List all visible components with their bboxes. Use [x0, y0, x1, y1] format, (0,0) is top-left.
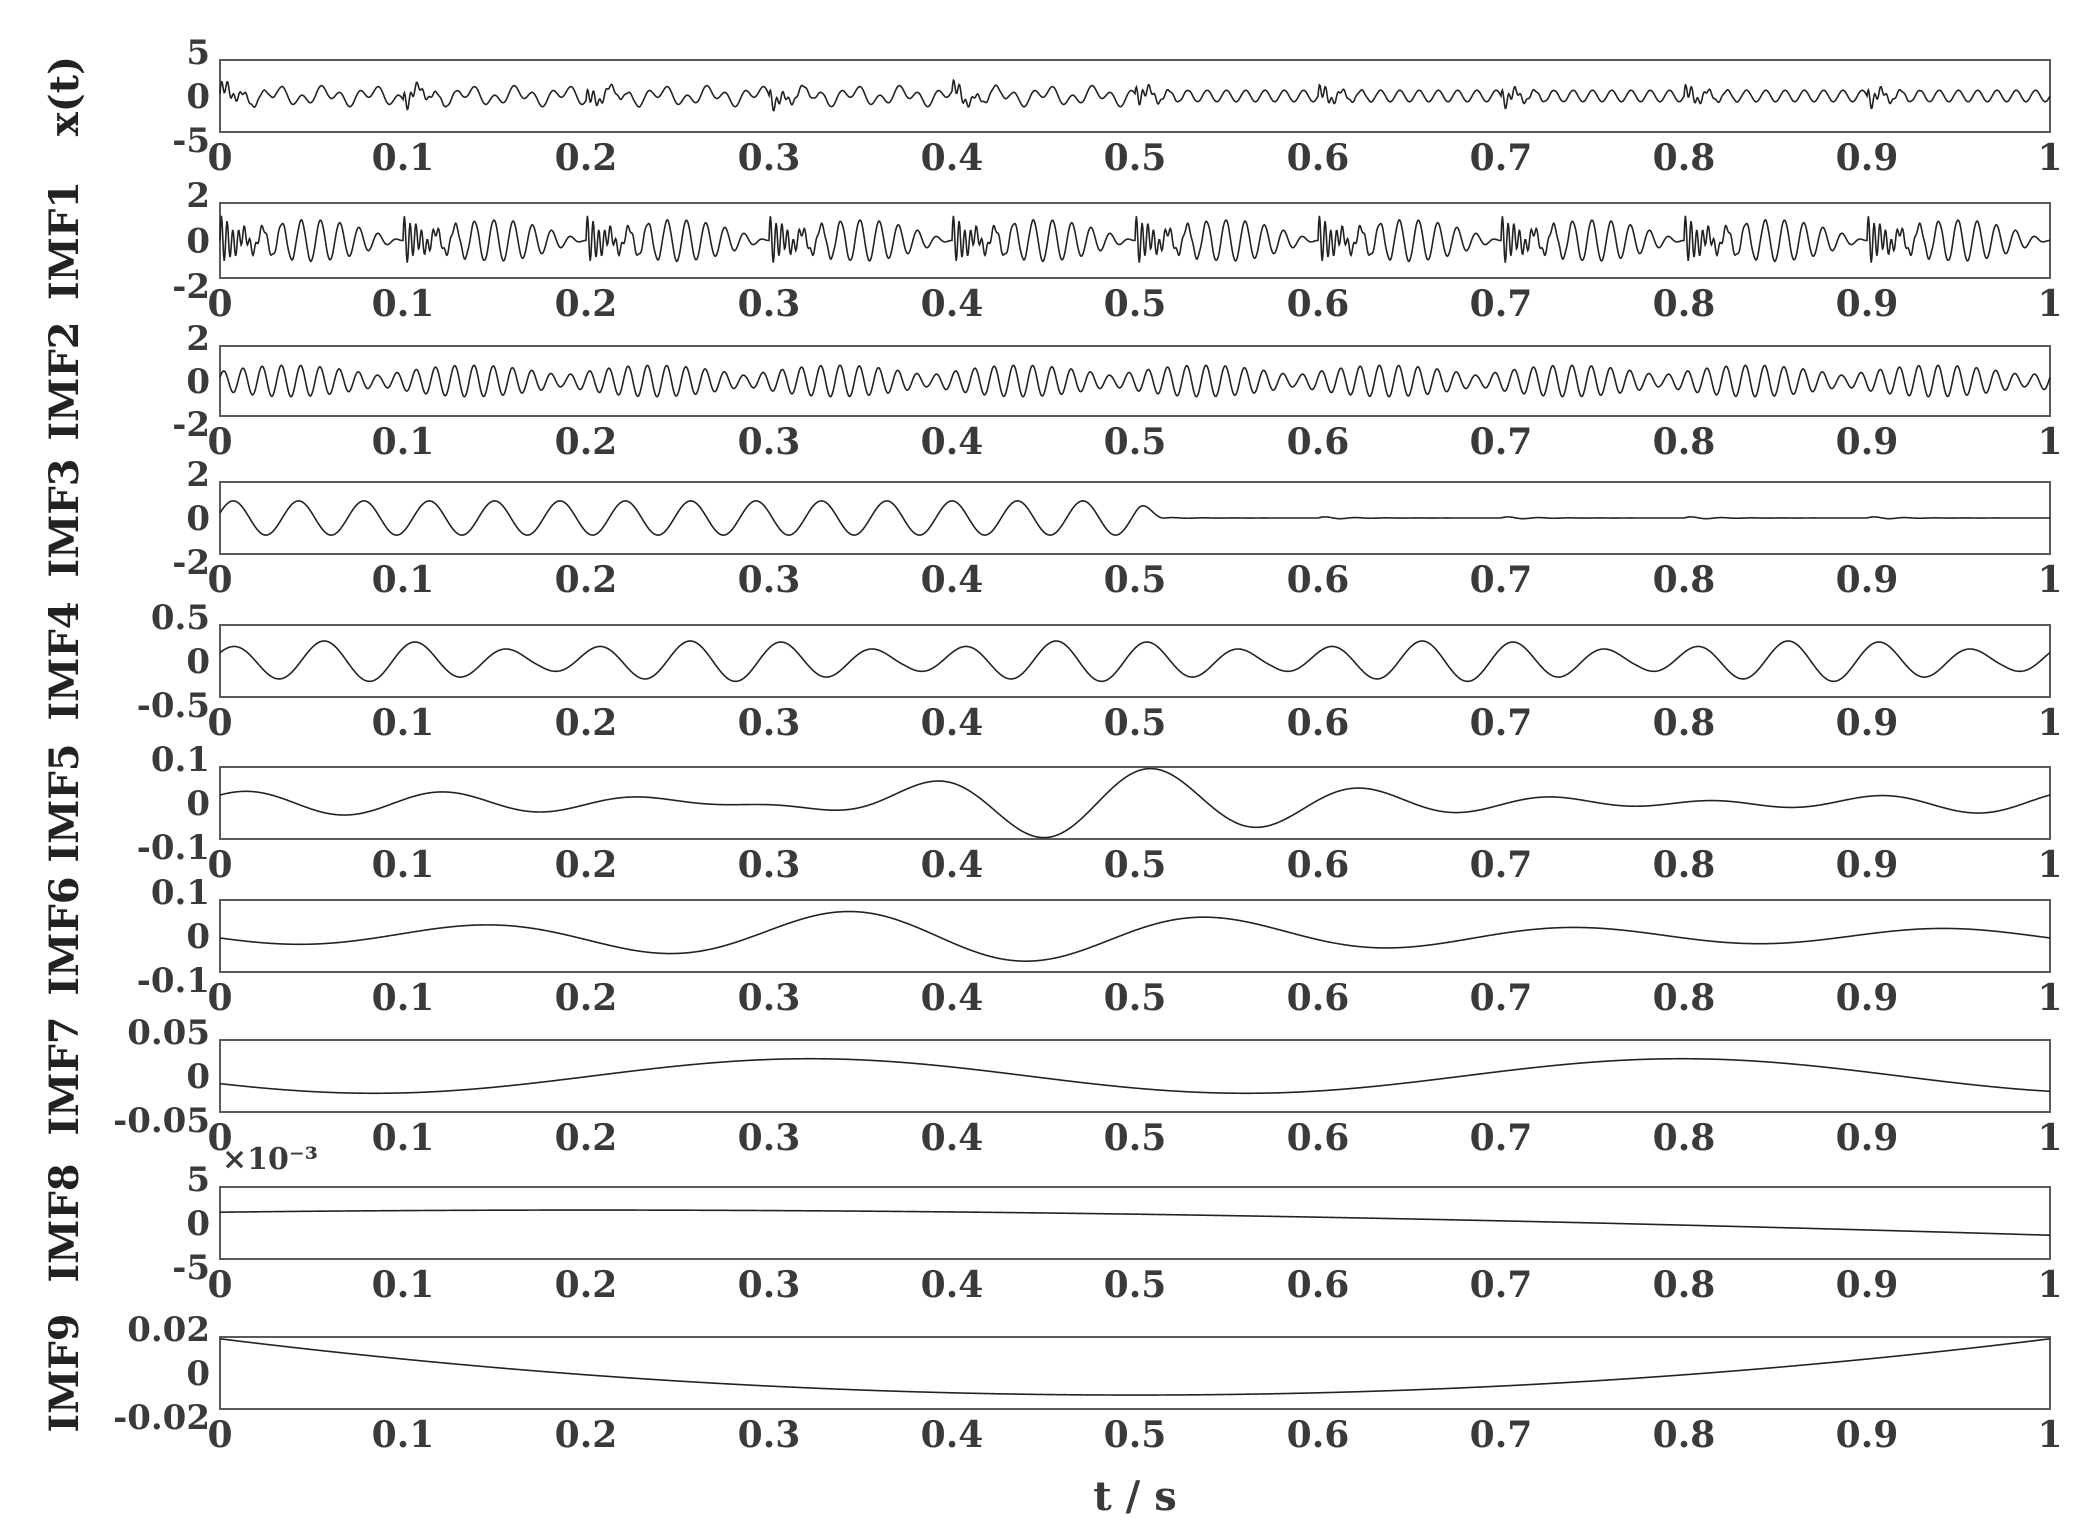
series-line: [220, 912, 2050, 962]
axes-frame: [220, 1040, 2050, 1112]
axes-frame: [220, 900, 2050, 972]
x-tick-label: 0.2: [554, 977, 618, 1019]
x-tick-label: 0.2: [554, 421, 618, 463]
x-tick-label: 0.1: [371, 137, 435, 179]
y-tick-label: 0: [186, 77, 210, 117]
x-axis-label: t / s: [1093, 1473, 1177, 1520]
series-line: [220, 216, 2050, 263]
x-tick-label: 0.6: [1286, 1117, 1350, 1159]
y-tick-label: 0.1: [150, 873, 210, 913]
y-axis-label: IMF4: [41, 601, 88, 721]
x-tick-label: 0.5: [1103, 421, 1167, 463]
panel-imf6: [41, 873, 2063, 1019]
x-tick-label: 0.5: [1103, 1264, 1167, 1306]
x-tick-label: 0.5: [1103, 702, 1167, 744]
x-tick-label: 0.9: [1835, 283, 1899, 325]
y-axis-label: IMF9: [41, 1313, 88, 1433]
x-tick-label: 1: [2037, 559, 2063, 601]
x-tick-label: 0.1: [371, 1414, 435, 1456]
x-tick-label: 0.3: [737, 844, 801, 886]
x-tick-label: 0.2: [554, 702, 618, 744]
y-tick-label: 0: [186, 784, 210, 824]
x-tick-label: 0.3: [737, 1117, 801, 1159]
series-line: [220, 501, 2050, 535]
x-tick-label: 0.4: [920, 844, 984, 886]
y-tick-label: 0.1: [150, 740, 210, 780]
x-tick-label: 0.9: [1835, 1117, 1899, 1159]
x-tick-label: 0.4: [920, 977, 984, 1019]
axes-frame: [220, 625, 2050, 697]
x-tick-label: 1: [2037, 1414, 2063, 1456]
x-tick-label: 0.8: [1652, 1264, 1716, 1306]
x-tick-label: 0.9: [1835, 977, 1899, 1019]
y-tick-label: 0: [186, 642, 210, 682]
x-tick-label: 0.2: [554, 1414, 618, 1456]
x-tick-label: 0.9: [1835, 1264, 1899, 1306]
x-tick-label: 0.9: [1835, 1414, 1899, 1456]
y-tick-label: 5: [186, 1160, 210, 1200]
series-line: [220, 1210, 2050, 1235]
y-tick-label: -2: [172, 405, 210, 445]
y-tick-label: -2: [172, 267, 210, 307]
panel-imf3: [41, 455, 2063, 601]
x-tick-label: 0.8: [1652, 1117, 1716, 1159]
x-tick-label: 0.5: [1103, 1117, 1167, 1159]
x-tick-label: 0.7: [1469, 1264, 1533, 1306]
x-tick-label: 0.4: [920, 559, 984, 601]
series-line: [220, 641, 2050, 681]
x-tick-label: 0.8: [1652, 421, 1716, 463]
y-tick-label: 2: [186, 455, 210, 495]
x-tick-label: 0.7: [1469, 844, 1533, 886]
y-tick-label: -0.02: [113, 1398, 210, 1438]
x-tick-label: 0.7: [1469, 421, 1533, 463]
x-tick-label: 0.8: [1652, 977, 1716, 1019]
x-tick-label: 0.3: [737, 559, 801, 601]
panel-imf8: [41, 1142, 2063, 1306]
y-axis-label: IMF1: [41, 180, 88, 301]
x-tick-label: 0.7: [1469, 137, 1533, 179]
panel-imf4: [41, 598, 2063, 744]
axes-frame: [220, 1337, 2050, 1409]
y-tick-label: 0: [186, 1057, 210, 1097]
series-line: [220, 80, 2050, 110]
x-tick-label: 0.9: [1835, 559, 1899, 601]
x-tick-label: 0.2: [554, 844, 618, 886]
x-tick-label: 1: [2037, 977, 2063, 1019]
y-axis-label: IMF2: [41, 321, 88, 441]
x-tick-label: 0.2: [554, 1264, 618, 1306]
x-tick-label: 1: [2037, 844, 2063, 886]
y-axis-label: IMF8: [41, 1163, 88, 1283]
y-tick-label: 0: [186, 362, 210, 402]
y-tick-label: -0.5: [136, 686, 210, 726]
y-tick-label: 0: [186, 1354, 210, 1394]
x-tick-label: 0.4: [920, 137, 984, 179]
x-tick-label: 1: [2037, 283, 2063, 325]
y-tick-label: -5: [172, 1248, 210, 1288]
x-tick-label: 0.4: [920, 1414, 984, 1456]
y-tick-label: 2: [186, 319, 210, 359]
x-tick-label: 0.4: [920, 1117, 984, 1159]
x-tick-label: 0: [207, 1117, 233, 1159]
x-tick-label: 0.9: [1835, 137, 1899, 179]
panel-imf2: [41, 319, 2063, 463]
x-tick-label: 0.6: [1286, 844, 1350, 886]
x-tick-label: 0.1: [371, 844, 435, 886]
x-tick-label: 0.3: [737, 702, 801, 744]
x-tick-label: 0.9: [1835, 844, 1899, 886]
panel-xt: [41, 33, 2063, 179]
x-tick-label: 0: [207, 137, 233, 179]
x-tick-label: 0.5: [1103, 1414, 1167, 1456]
x-tick-label: 0: [207, 283, 233, 325]
panel-imf1: [41, 176, 2063, 325]
y-tick-label: 0: [186, 917, 210, 957]
y-tick-label: 2: [186, 176, 210, 216]
y-axis-label: IMF5: [41, 743, 88, 863]
x-tick-label: 0.5: [1103, 844, 1167, 886]
x-tick-label: 0.5: [1103, 977, 1167, 1019]
x-tick-label: 0: [207, 844, 233, 886]
x-tick-label: 1: [2037, 1117, 2063, 1159]
x-tick-label: 0.5: [1103, 559, 1167, 601]
panel-imf7: [41, 1013, 2063, 1159]
y-tick-label: 0: [186, 221, 210, 262]
x-tick-label: 0.4: [920, 421, 984, 463]
x-tick-label: 0.8: [1652, 702, 1716, 744]
x-tick-label: 0.7: [1469, 1117, 1533, 1159]
x-tick-label: 1: [2037, 421, 2063, 463]
x-tick-label: 0: [207, 1264, 233, 1306]
x-tick-label: 0.5: [1103, 137, 1167, 179]
y-tick-label: -5: [172, 121, 210, 161]
x-tick-label: 0.6: [1286, 977, 1350, 1019]
x-tick-label: 0.1: [371, 559, 435, 601]
x-tick-label: 1: [2037, 702, 2063, 744]
x-tick-label: 0.6: [1286, 1264, 1350, 1306]
panel-imf5: [41, 740, 2063, 886]
x-tick-label: 0.2: [554, 283, 618, 325]
panel-imf9: [41, 1310, 2063, 1456]
y-tick-label: 0: [186, 499, 210, 539]
x-tick-label: 0.4: [920, 1264, 984, 1306]
x-tick-label: 0.3: [737, 283, 801, 325]
x-tick-label: 0: [207, 977, 233, 1019]
x-tick-label: 0.8: [1652, 844, 1716, 886]
x-tick-label: 0.8: [1652, 283, 1716, 325]
axes-frame: [220, 346, 2050, 416]
x-tick-label: 0.8: [1652, 137, 1716, 179]
y-tick-label: -0.1: [136, 961, 210, 1001]
series-line: [220, 769, 2050, 838]
y-axis-label: IMF7: [41, 1016, 88, 1136]
x-tick-label: 0.6: [1286, 1414, 1350, 1456]
y-tick-label: 5: [186, 33, 210, 73]
axes-frame: [220, 1187, 2050, 1259]
x-tick-label: 0.4: [920, 283, 984, 325]
y-axis-label: x(t): [41, 55, 88, 137]
y-tick-label: 0: [186, 1204, 210, 1244]
x-tick-label: 0.6: [1286, 702, 1350, 744]
x-tick-label: 1: [2037, 1264, 2063, 1306]
x-tick-label: 0.3: [737, 421, 801, 463]
x-tick-label: 0.1: [371, 702, 435, 744]
x-tick-label: 0.3: [737, 1264, 801, 1306]
x-tick-label: 0.2: [554, 137, 618, 179]
x-tick-label: 0.2: [554, 559, 618, 601]
x-tick-label: 0.1: [371, 977, 435, 1019]
x-tick-label: 0.1: [371, 421, 435, 463]
x-tick-label: 1: [2037, 137, 2063, 179]
x-tick-label: 0.6: [1286, 283, 1350, 325]
y-tick-label: -0.1: [136, 828, 210, 868]
x-tick-label: 0.5: [1103, 283, 1167, 325]
x-tick-label: 0.1: [371, 1264, 435, 1306]
x-tick-label: 0.6: [1286, 559, 1350, 601]
x-tick-label: 0.1: [371, 283, 435, 325]
x-tick-label: 0.7: [1469, 559, 1533, 601]
x-tick-label: 0.7: [1469, 283, 1533, 325]
x-tick-label: 0.6: [1286, 421, 1350, 463]
y-tick-label: -2: [172, 543, 210, 583]
y-axis-label: IMF6: [41, 876, 88, 996]
x-tick-label: 0: [207, 559, 233, 601]
x-tick-label: 0.3: [737, 1414, 801, 1456]
x-tick-label: 0.8: [1652, 1414, 1716, 1456]
x-tick-label: 0.7: [1469, 977, 1533, 1019]
x-tick-label: 0.3: [737, 137, 801, 179]
x-tick-label: 0: [207, 702, 233, 744]
x-tick-label: 0: [207, 421, 233, 463]
x-tick-label: 0.7: [1469, 702, 1533, 744]
x-tick-label: 0.1: [371, 1117, 435, 1159]
y-tick-label: 0.02: [127, 1310, 210, 1350]
x-tick-label: 0.3: [737, 977, 801, 1019]
y-tick-label: -0.05: [113, 1101, 210, 1141]
y-exponent-label: ×10⁻³: [222, 1142, 318, 1177]
x-tick-label: 0.2: [554, 1117, 618, 1159]
x-tick-label: 0.4: [920, 702, 984, 744]
x-tick-label: 0.7: [1469, 1414, 1533, 1456]
series-line: [220, 1339, 2050, 1395]
x-tick-label: 0.9: [1835, 702, 1899, 744]
x-tick-label: 0.8: [1652, 559, 1716, 601]
series-line: [220, 1059, 2050, 1094]
y-tick-label: 0.5: [150, 598, 210, 638]
x-tick-label: 0.9: [1835, 421, 1899, 463]
series-line: [220, 365, 2050, 396]
x-tick-label: 0.6: [1286, 137, 1350, 179]
y-axis-label: IMF3: [41, 458, 88, 578]
y-tick-label: 0.05: [127, 1013, 210, 1053]
x-tick-label: 0: [207, 1414, 233, 1456]
